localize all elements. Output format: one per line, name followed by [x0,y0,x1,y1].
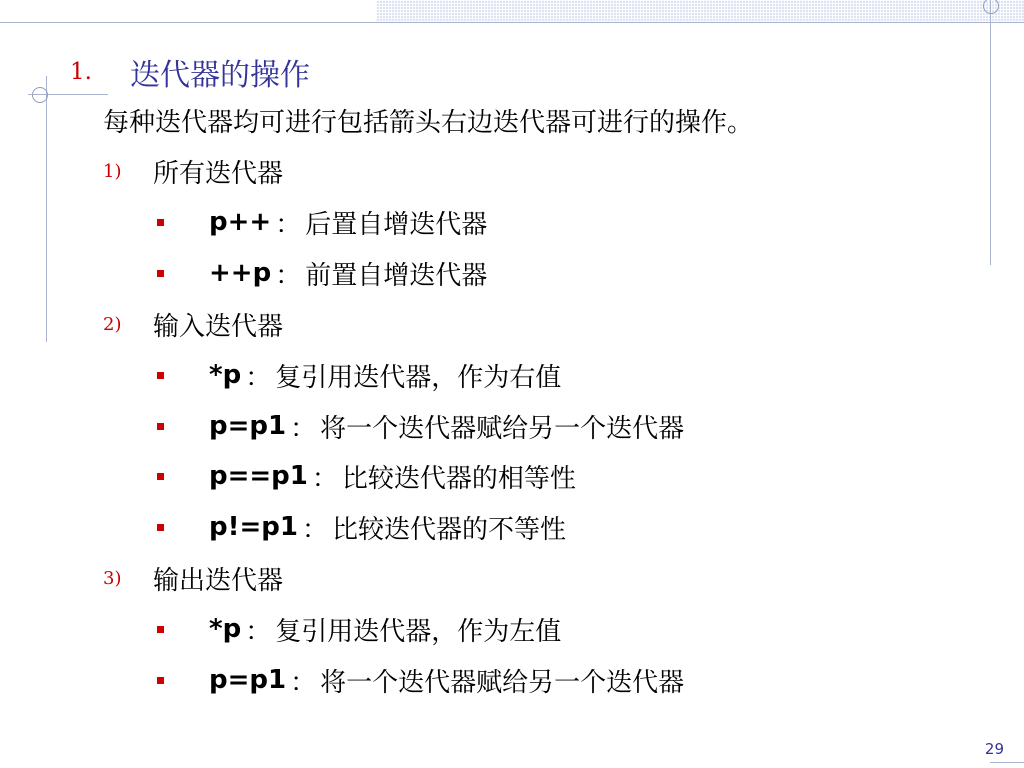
list-item [157,507,566,547]
separator: ： [245,362,272,393]
operator-description: 比较迭代器的不等性 [331,514,566,545]
operator-code: p==p1 [209,461,308,491]
operator-code: *p [209,614,242,644]
list-item [157,406,684,446]
square-bullet-icon [157,473,164,480]
list-item [157,355,561,395]
section-label: 输出迭代器 [153,565,284,596]
operator-description: 后置自增迭代器 [305,209,488,240]
separator: ： [311,463,338,494]
top-pattern-band [376,0,1024,22]
operator-code: ++p [209,258,272,288]
separator: ： [301,514,328,545]
square-bullet-icon [157,524,164,531]
list-item [157,660,684,700]
operator-code: p++ [209,207,272,237]
right-vertical-line [990,0,991,265]
title-number: 1. [70,59,92,85]
list-item [157,253,487,293]
separator: ： [275,260,302,291]
operator-code: p=p1 [209,665,287,695]
square-bullet-icon [157,423,164,430]
operator-description: 复引用迭代器，作为右值 [275,362,562,393]
list-item [157,202,487,242]
operator-code: p!=p1 [209,512,298,542]
section-number: 1) [103,160,122,182]
section-heading-output-iterators [103,558,283,598]
operator-description: 将一个迭代器赋给另一个迭代器 [320,413,685,444]
operator-code: p=p1 [209,411,287,441]
section-label: 输入迭代器 [153,311,284,342]
operator-description: 复引用迭代器，作为左值 [275,616,562,647]
bottom-right-line [990,762,1024,763]
slide-title [70,50,310,94]
operator-code: *p [209,360,242,390]
section-heading-input-iterators [103,304,283,344]
title-text: 迭代器的操作 [130,58,310,93]
top-divider-line [0,22,1024,23]
separator: ： [290,667,317,698]
square-bullet-icon [157,219,164,226]
section-label: 所有迭代器 [153,158,284,189]
section-number: 2) [103,313,122,335]
operator-description: 将一个迭代器赋给另一个迭代器 [320,667,685,698]
left-vertical-line [46,76,47,342]
intro-text: 每种迭代器均可进行包括箭头右边迭代器可进行的操作。 [103,107,754,138]
square-bullet-icon [157,626,164,633]
list-item [157,456,576,496]
list-item [157,609,561,649]
separator: ： [290,413,317,444]
operator-description: 前置自增迭代器 [305,260,488,291]
operator-description: 比较迭代器的相等性 [341,463,576,494]
section-heading-all-iterators [103,151,283,191]
square-bullet-icon [157,677,164,684]
left-circle-ornament [32,87,48,103]
section-number: 3) [103,567,122,589]
separator: ： [245,616,272,647]
page-number: 29 [984,740,1004,758]
separator: ： [275,209,302,240]
square-bullet-icon [157,372,164,379]
square-bullet-icon [157,270,164,277]
